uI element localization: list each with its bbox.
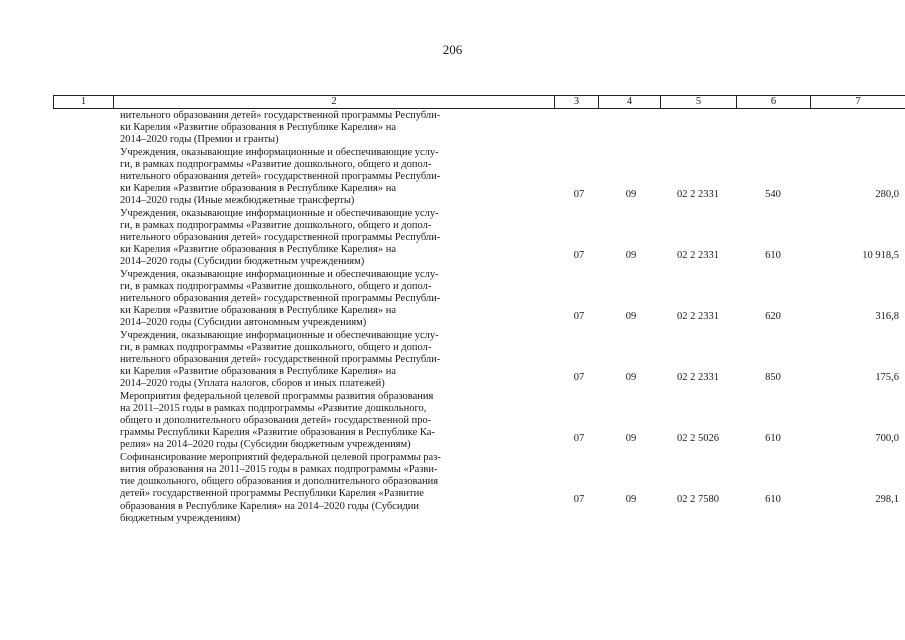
target-article-code: 02 2 2331 (677, 310, 719, 322)
expense-type-code: 620 (765, 310, 781, 322)
description-line: нительного образования детей» государственной программы Республи- (120, 293, 441, 305)
section-code: 07 (573, 249, 585, 261)
table-row (53, 208, 905, 269)
target-article-code: 02 2 2331 (677, 371, 719, 383)
subsection-code: 09 (625, 371, 637, 383)
row-description (53, 452, 554, 525)
subsection-code (598, 110, 660, 147)
description-line: 2014–2020 годы (Премии и гранты) (120, 134, 279, 146)
description-line: 2014–2020 годы (Иные межбюджетные трансферты) (120, 195, 355, 207)
description-line: ки Карелия «Развитие образования в Республике Карелия» на (120, 305, 397, 317)
page-number: 206 (442, 42, 463, 57)
description-line: на 2011–2015 годы в рамках подпрограммы «Развитие дошкольного, (120, 402, 427, 414)
description-line: Учреждения, оказывающие информационные и обеспечивающие услу- (120, 329, 439, 341)
description-line: Мероприятия федеральной целевой программы развития образования (120, 390, 434, 402)
target-article-code (660, 110, 736, 147)
table-row (53, 269, 905, 330)
description-line: ги, в рамках подпрограммы «Развитие дошкольного, общего и допол- (120, 219, 432, 231)
amount-value: 298,1 (875, 493, 899, 505)
subsection-code: 09 (625, 310, 637, 322)
subsection-code: 09 (625, 249, 637, 261)
column-header-5: 5 (661, 96, 737, 109)
description-line: ки Карелия «Развитие образования в Республике Карелия» на (120, 122, 397, 134)
column-header-4: 4 (599, 96, 661, 109)
budget-table (53, 110, 905, 525)
table-row (53, 452, 905, 525)
section-code: 07 (573, 371, 585, 383)
column-header-row (54, 96, 905, 109)
section-code: 07 (573, 432, 585, 444)
amount-value: 700,0 (875, 432, 899, 444)
row-description (53, 110, 554, 147)
target-article-code: 02 2 5026 (677, 432, 719, 444)
amount-value: 280,0 (875, 188, 899, 200)
amount-value (810, 110, 905, 147)
description-line: 2014–2020 годы (Уплата налогов, сборов и иных платежей) (120, 378, 385, 390)
amount-value: 175,6 (875, 371, 899, 383)
description-line: ки Карелия «Развитие образования в Республике Карелия» на (120, 183, 397, 195)
table-row (53, 391, 905, 452)
description-line: релия» на 2014–2020 годы (Субсидии бюджетным учреждениям) (120, 439, 411, 451)
section-code: 07 (573, 188, 585, 200)
expense-type-code (736, 110, 810, 147)
expense-type-code: 610 (765, 493, 781, 505)
column-header-3: 3 (555, 96, 599, 109)
column-header-1: 1 (54, 96, 114, 109)
row-description (53, 269, 554, 330)
row-description (53, 391, 554, 452)
column-header-table (53, 95, 905, 109)
expense-type-code: 540 (765, 188, 781, 200)
column-header-6: 6 (737, 96, 811, 109)
description-line: 2014–2020 годы (Субсидии бюджетным учреждениям) (120, 256, 365, 268)
column-header-7: 7 (811, 96, 905, 109)
column-header-2: 2 (114, 96, 555, 109)
description-line: Учреждения, оказывающие информационные и обеспечивающие услу- (120, 146, 439, 158)
description-line: нительного образования детей» государственной программы Республи- (120, 354, 441, 366)
description-line: бюджетным учреждениям) (120, 512, 241, 524)
row-description (53, 208, 554, 269)
section-code: 07 (573, 310, 585, 322)
description-line: ги, в рамках подпрограммы «Развитие дошкольного, общего и допол- (120, 158, 432, 170)
row-description (53, 330, 554, 391)
description-line: Софинансирование мероприятий федеральной целевой программы раз- (120, 451, 441, 463)
amount-value: 316,8 (875, 310, 899, 322)
description-line: ги, в рамках подпрограммы «Развитие дошкольного, общего и допол- (120, 341, 432, 353)
description-line: образования в Республике Карелия» на 2014–2020 годы (Субсидии (120, 500, 420, 512)
description-line: 2014–2020 годы (Субсидии автономным учреждениям) (120, 317, 367, 329)
table-row (53, 147, 905, 208)
description-line: Учреждения, оказывающие информационные и обеспечивающие услу- (120, 268, 439, 280)
description-line: тие дошкольного, общего образования и дополнительного образования (120, 476, 439, 488)
description-line: ки Карелия «Развитие образования в Республике Карелия» на (120, 244, 397, 256)
description-line: вития образования на 2011–2015 годы в рамках подпрограммы «Разви- (120, 463, 438, 475)
description-line: общего и дополнительного образования детей» государственной про- (120, 415, 432, 427)
expense-type-code: 610 (765, 249, 781, 261)
section-code (554, 110, 598, 147)
budget-table-body (53, 110, 905, 525)
expense-type-code: 610 (765, 432, 781, 444)
description-line: детей» государственной программы Республики Карелия «Развитие (120, 488, 424, 500)
description-line: нительного образования детей» государственной программы Республи- (120, 110, 441, 121)
table-row (53, 110, 905, 147)
description-line: нительного образования детей» государственной программы Республи- (120, 232, 441, 244)
section-code: 07 (573, 493, 585, 505)
target-article-code: 02 2 2331 (677, 249, 719, 261)
target-article-code: 02 2 7580 (677, 493, 719, 505)
amount-value: 10 918,5 (862, 249, 899, 261)
expense-type-code: 850 (765, 371, 781, 383)
subsection-code: 09 (625, 432, 637, 444)
description-line: нительного образования детей» государственной программы Республи- (120, 171, 441, 183)
subsection-code: 09 (625, 188, 637, 200)
description-line: ки Карелия «Развитие образования в Республике Карелия» на (120, 366, 397, 378)
description-line: Учреждения, оказывающие информационные и обеспечивающие услу- (120, 207, 439, 219)
description-line: граммы Республики Карелия «Развитие образования в Республике Ка- (120, 427, 435, 439)
table-row (53, 330, 905, 391)
subsection-code: 09 (625, 493, 637, 505)
target-article-code: 02 2 2331 (677, 188, 719, 200)
description-line: ги, в рамках подпрограммы «Развитие дошкольного, общего и допол- (120, 280, 432, 292)
row-description (53, 147, 554, 208)
